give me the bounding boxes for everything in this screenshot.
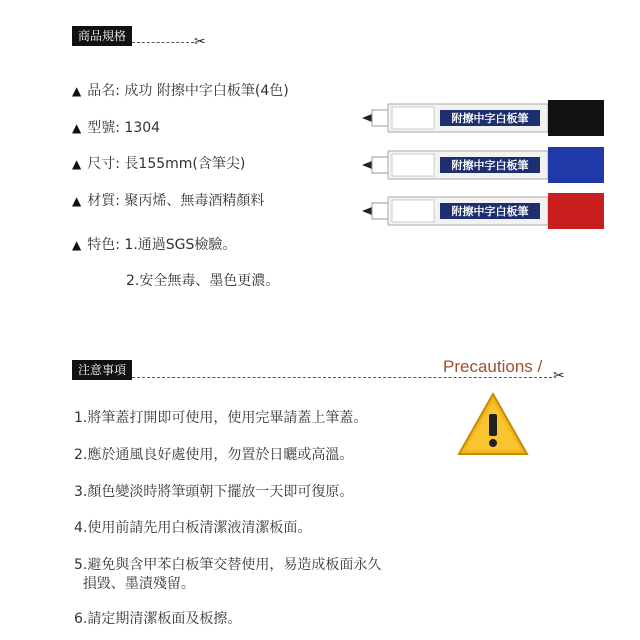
spec-item-material: ▲ 材質: 聚丙烯、無毒酒精顏料 — [72, 193, 265, 209]
precaution-item-2: 2.應於通風良好處使用，勿置於日曬或高溫。 — [74, 447, 354, 463]
triangle-bullet-icon: ▲ — [72, 157, 82, 171]
pen-title-label: 附擦中字白板筆 — [451, 205, 529, 218]
precaution-item-5-cont: 損毀、墨漬殘留。 — [74, 576, 195, 592]
spec-item-name: ▲ 品名: 成功 附擦中字白板筆(4色) — [72, 83, 289, 99]
spec-item-model: ▲ 型號: 1304 — [72, 120, 161, 136]
precautions-english-title: Precautions / — [443, 357, 543, 376]
spec-item-size: ▲ 尺寸: 長155mm(含筆尖) — [72, 156, 246, 172]
spec-feature-extra: 2.安全無毒、墨色更濃。 — [126, 273, 280, 289]
spec-item-feature: ▲ 特色: 1.通過SGS檢驗。 — [72, 237, 237, 253]
precaution-item-5: 5.避免與含甲苯白板筆交替使用，易造成板面永久 — [74, 557, 382, 573]
pen-tip-icon — [362, 161, 372, 169]
scissors-icon: ✂ — [194, 34, 206, 50]
pen-title-label: 附擦中字白板筆 — [451, 159, 529, 172]
spec-divider-line — [132, 42, 194, 43]
precaution-item-4: 4.使用前請先用白板清潔液清潔板面。 — [74, 520, 312, 536]
triangle-bullet-icon: ▲ — [72, 84, 82, 98]
triangle-bullet-icon: ▲ — [72, 238, 82, 252]
warning-icon — [457, 392, 529, 458]
pen-blue-image — [362, 147, 604, 183]
pen-black-image — [362, 100, 604, 136]
precautions-divider-line — [132, 377, 552, 378]
spec-section-tag: 商品規格 — [72, 26, 132, 46]
pen-red-image — [362, 193, 604, 229]
pen-tip-icon — [362, 207, 372, 215]
precautions-section-tag: 注意事項 — [72, 360, 132, 380]
precaution-item-3: 3.顏色變淡時將筆頭朝下擺放一天即可復原。 — [74, 484, 354, 500]
triangle-bullet-icon: ▲ — [72, 194, 82, 208]
triangle-bullet-icon: ▲ — [72, 121, 82, 135]
pen-title-label: 附擦中字白板筆 — [451, 112, 529, 125]
precaution-item-1: 1.將筆蓋打開即可使用，使用完畢請蓋上筆蓋。 — [74, 410, 368, 426]
pen-tip-icon — [362, 114, 372, 122]
scissors-icon: ✂ — [553, 368, 565, 384]
precaution-item-6: 6.請定期清潔板面及板擦。 — [74, 611, 242, 627]
